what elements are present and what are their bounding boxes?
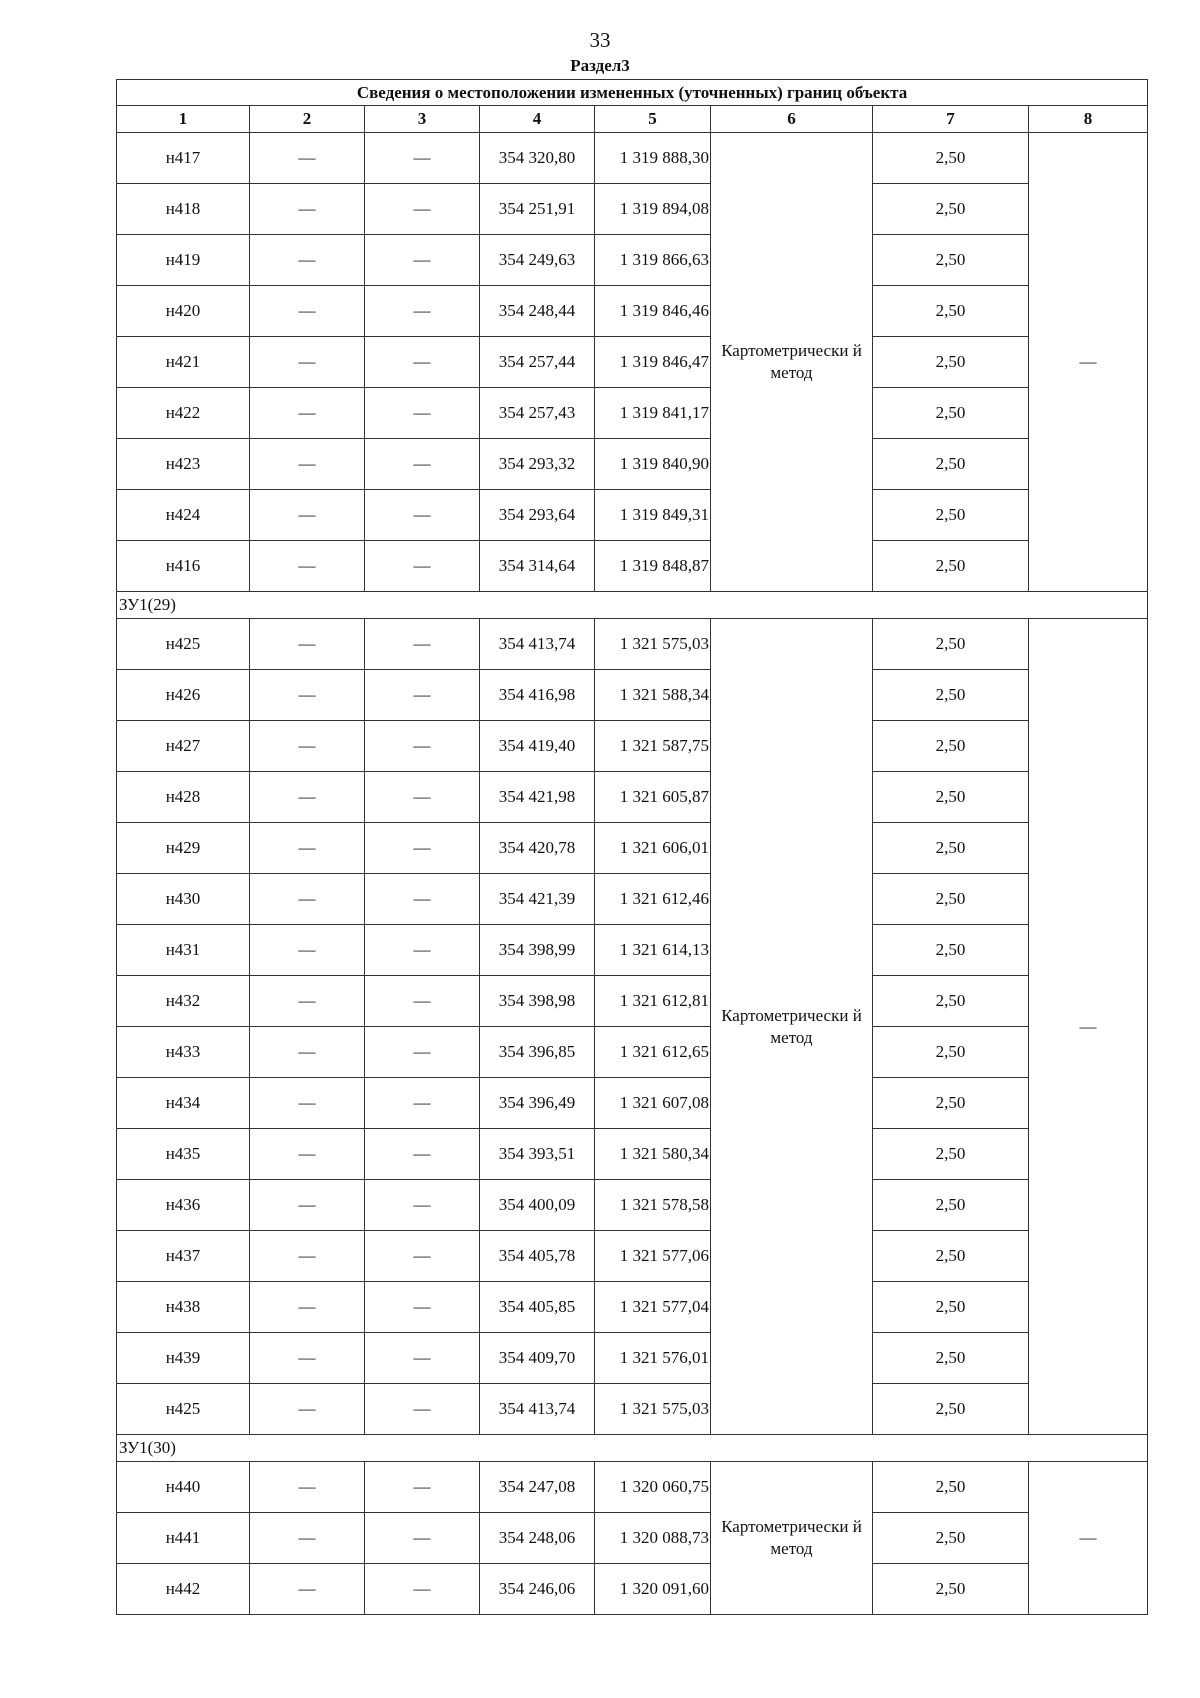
column-3-cell: —	[365, 439, 480, 490]
x-coordinate-cell: 354 293,64	[480, 490, 595, 541]
accuracy-cell: 2,50	[873, 133, 1029, 184]
column-number-2: 2	[250, 106, 365, 133]
table-row	[117, 133, 1148, 184]
method-cell: Картометрически й метод	[711, 1462, 873, 1615]
table-row	[117, 439, 1148, 490]
column-3-cell: —	[365, 670, 480, 721]
column-3-cell: —	[365, 925, 480, 976]
x-coordinate-cell: 354 421,98	[480, 772, 595, 823]
x-coordinate-cell: 354 413,74	[480, 1384, 595, 1435]
accuracy-cell: 2,50	[873, 286, 1029, 337]
point-name-cell: н419	[117, 235, 250, 286]
point-name-cell: н441	[117, 1513, 250, 1564]
column-2-cell: —	[250, 286, 365, 337]
column-3-cell: —	[365, 823, 480, 874]
point-name-cell: н430	[117, 874, 250, 925]
table-row	[117, 1027, 1148, 1078]
x-coordinate-cell: 354 314,64	[480, 541, 595, 592]
group-label: ЗУ1(30)	[117, 1435, 1148, 1462]
point-name-cell: н420	[117, 286, 250, 337]
x-coordinate-cell: 354 257,43	[480, 388, 595, 439]
y-coordinate-cell: 1 321 577,04	[595, 1282, 711, 1333]
x-coordinate-cell: 354 396,49	[480, 1078, 595, 1129]
column-2-cell: —	[250, 823, 365, 874]
point-name-cell: н421	[117, 337, 250, 388]
column-number-row	[117, 106, 1148, 133]
y-coordinate-cell: 1 321 578,58	[595, 1180, 711, 1231]
column-number-5: 5	[595, 106, 711, 133]
y-coordinate-cell: 1 321 576,01	[595, 1333, 711, 1384]
point-name-cell: н438	[117, 1282, 250, 1333]
column-2-cell: —	[250, 619, 365, 670]
table-row	[117, 823, 1148, 874]
accuracy-cell: 2,50	[873, 1462, 1029, 1513]
table-row	[117, 490, 1148, 541]
table-row	[117, 925, 1148, 976]
column-number-7: 7	[873, 106, 1029, 133]
x-coordinate-cell: 354 416,98	[480, 670, 595, 721]
accuracy-cell: 2,50	[873, 439, 1029, 490]
column-2-cell: —	[250, 490, 365, 541]
column-2-cell: —	[250, 1333, 365, 1384]
column-2-cell: —	[250, 1564, 365, 1615]
table-row	[117, 286, 1148, 337]
column-3-cell: —	[365, 1384, 480, 1435]
column-3-cell: —	[365, 1129, 480, 1180]
x-coordinate-cell: 354 421,39	[480, 874, 595, 925]
point-name-cell: н422	[117, 388, 250, 439]
table-row	[117, 1078, 1148, 1129]
column-2-cell: —	[250, 1078, 365, 1129]
y-coordinate-cell: 1 319 888,30	[595, 133, 711, 184]
point-name-cell: н425	[117, 1384, 250, 1435]
x-coordinate-cell: 354 246,06	[480, 1564, 595, 1615]
x-coordinate-cell: 354 393,51	[480, 1129, 595, 1180]
point-name-cell: н431	[117, 925, 250, 976]
column-2-cell: —	[250, 1282, 365, 1333]
y-coordinate-cell: 1 319 840,90	[595, 439, 711, 490]
point-name-cell: н426	[117, 670, 250, 721]
accuracy-cell: 2,50	[873, 1078, 1029, 1129]
table-row	[117, 721, 1148, 772]
point-name-cell: н424	[117, 490, 250, 541]
table-caption: Сведения о местоположении измененных (уточненных) границ объекта	[117, 80, 1148, 106]
point-name-cell: н433	[117, 1027, 250, 1078]
column-3-cell: —	[365, 1231, 480, 1282]
accuracy-cell: 2,50	[873, 490, 1029, 541]
accuracy-cell: 2,50	[873, 1513, 1029, 1564]
column-2-cell: —	[250, 1462, 365, 1513]
column-3-cell: —	[365, 1282, 480, 1333]
x-coordinate-cell: 354 396,85	[480, 1027, 595, 1078]
accuracy-cell: 2,50	[873, 1564, 1029, 1615]
column-3-cell: —	[365, 721, 480, 772]
column-3-cell: —	[365, 1333, 480, 1384]
x-coordinate-cell: 354 405,85	[480, 1282, 595, 1333]
table-row	[117, 874, 1148, 925]
column-3-cell: —	[365, 1564, 480, 1615]
x-coordinate-cell: 354 251,91	[480, 184, 595, 235]
column-3-cell: —	[365, 976, 480, 1027]
point-name-cell: н417	[117, 133, 250, 184]
y-coordinate-cell: 1 319 841,17	[595, 388, 711, 439]
y-coordinate-cell: 1 321 607,08	[595, 1078, 711, 1129]
table-row	[117, 1180, 1148, 1231]
y-coordinate-cell: 1 321 612,81	[595, 976, 711, 1027]
point-name-cell: н425	[117, 619, 250, 670]
table-row	[117, 1384, 1148, 1435]
table-row	[117, 235, 1148, 286]
column-3-cell: —	[365, 337, 480, 388]
column-number-6: 6	[711, 106, 873, 133]
column-3-cell: —	[365, 1513, 480, 1564]
column-3-cell: —	[365, 1027, 480, 1078]
column-3-cell: —	[365, 1462, 480, 1513]
accuracy-cell: 2,50	[873, 388, 1029, 439]
column-2-cell: —	[250, 925, 365, 976]
point-name-cell: н440	[117, 1462, 250, 1513]
group-label-row	[117, 592, 1148, 619]
point-name-cell: н432	[117, 976, 250, 1027]
x-coordinate-cell: 354 413,74	[480, 619, 595, 670]
point-name-cell: н435	[117, 1129, 250, 1180]
table-row	[117, 1282, 1148, 1333]
accuracy-cell: 2,50	[873, 976, 1029, 1027]
table-row	[117, 1129, 1148, 1180]
accuracy-cell: 2,50	[873, 619, 1029, 670]
column-3-cell: —	[365, 1078, 480, 1129]
table-row	[117, 772, 1148, 823]
column-3-cell: —	[365, 235, 480, 286]
column-3-cell: —	[365, 541, 480, 592]
column-2-cell: —	[250, 439, 365, 490]
table-row	[117, 1231, 1148, 1282]
column-number-1: 1	[117, 106, 250, 133]
group-label: ЗУ1(29)	[117, 592, 1148, 619]
column-3-cell: —	[365, 133, 480, 184]
y-coordinate-cell: 1 321 612,46	[595, 874, 711, 925]
column-8-cell: —	[1029, 619, 1148, 1435]
table-row	[117, 1513, 1148, 1564]
accuracy-cell: 2,50	[873, 925, 1029, 976]
accuracy-cell: 2,50	[873, 541, 1029, 592]
table-row	[117, 337, 1148, 388]
column-2-cell: —	[250, 1129, 365, 1180]
y-coordinate-cell: 1 320 091,60	[595, 1564, 711, 1615]
table-row	[117, 976, 1148, 1027]
x-coordinate-cell: 354 419,40	[480, 721, 595, 772]
y-coordinate-cell: 1 321 577,06	[595, 1231, 711, 1282]
y-coordinate-cell: 1 321 575,03	[595, 619, 711, 670]
column-3-cell: —	[365, 772, 480, 823]
accuracy-cell: 2,50	[873, 823, 1029, 874]
column-8-cell: —	[1029, 133, 1148, 592]
column-3-cell: —	[365, 388, 480, 439]
column-2-cell: —	[250, 235, 365, 286]
table-row	[117, 541, 1148, 592]
column-3-cell: —	[365, 490, 480, 541]
y-coordinate-cell: 1 321 606,01	[595, 823, 711, 874]
accuracy-cell: 2,50	[873, 874, 1029, 925]
x-coordinate-cell: 354 405,78	[480, 1231, 595, 1282]
accuracy-cell: 2,50	[873, 1384, 1029, 1435]
accuracy-cell: 2,50	[873, 337, 1029, 388]
point-name-cell: н439	[117, 1333, 250, 1384]
column-number-8: 8	[1029, 106, 1148, 133]
column-2-cell: —	[250, 1513, 365, 1564]
x-coordinate-cell: 354 248,44	[480, 286, 595, 337]
y-coordinate-cell: 1 319 848,87	[595, 541, 711, 592]
point-name-cell: н429	[117, 823, 250, 874]
accuracy-cell: 2,50	[873, 235, 1029, 286]
x-coordinate-cell: 354 420,78	[480, 823, 595, 874]
x-coordinate-cell: 354 409,70	[480, 1333, 595, 1384]
column-2-cell: —	[250, 772, 365, 823]
accuracy-cell: 2,50	[873, 772, 1029, 823]
boundary-coordinates-table	[116, 79, 1148, 1615]
y-coordinate-cell: 1 321 587,75	[595, 721, 711, 772]
table-row	[117, 1462, 1148, 1513]
column-number-4: 4	[480, 106, 595, 133]
y-coordinate-cell: 1 321 575,03	[595, 1384, 711, 1435]
column-2-cell: —	[250, 670, 365, 721]
x-coordinate-cell: 354 320,80	[480, 133, 595, 184]
column-2-cell: —	[250, 133, 365, 184]
column-8-cell: —	[1029, 1462, 1148, 1615]
point-name-cell: н437	[117, 1231, 250, 1282]
y-coordinate-cell: 1 319 846,46	[595, 286, 711, 337]
y-coordinate-cell: 1 319 846,47	[595, 337, 711, 388]
x-coordinate-cell: 354 248,06	[480, 1513, 595, 1564]
accuracy-cell: 2,50	[873, 1027, 1029, 1078]
column-3-cell: —	[365, 1180, 480, 1231]
point-name-cell: н428	[117, 772, 250, 823]
y-coordinate-cell: 1 319 894,08	[595, 184, 711, 235]
column-2-cell: —	[250, 1180, 365, 1231]
point-name-cell: н427	[117, 721, 250, 772]
point-name-cell: н434	[117, 1078, 250, 1129]
column-2-cell: —	[250, 1384, 365, 1435]
accuracy-cell: 2,50	[873, 1333, 1029, 1384]
point-name-cell: н418	[117, 184, 250, 235]
x-coordinate-cell: 354 398,98	[480, 976, 595, 1027]
point-name-cell: н436	[117, 1180, 250, 1231]
point-name-cell: н416	[117, 541, 250, 592]
column-3-cell: —	[365, 619, 480, 670]
column-2-cell: —	[250, 976, 365, 1027]
x-coordinate-cell: 354 400,09	[480, 1180, 595, 1231]
section-title: Раздел3	[570, 56, 630, 75]
y-coordinate-cell: 1 320 060,75	[595, 1462, 711, 1513]
column-3-cell: —	[365, 874, 480, 925]
column-2-cell: —	[250, 541, 365, 592]
column-2-cell: —	[250, 1027, 365, 1078]
accuracy-cell: 2,50	[873, 1180, 1029, 1231]
group-label-row	[117, 1435, 1148, 1462]
table-row	[117, 184, 1148, 235]
table-row	[117, 619, 1148, 670]
accuracy-cell: 2,50	[873, 670, 1029, 721]
column-2-cell: —	[250, 721, 365, 772]
accuracy-cell: 2,50	[873, 1129, 1029, 1180]
accuracy-cell: 2,50	[873, 721, 1029, 772]
x-coordinate-cell: 354 257,44	[480, 337, 595, 388]
column-2-cell: —	[250, 874, 365, 925]
y-coordinate-cell: 1 319 849,31	[595, 490, 711, 541]
column-3-cell: —	[365, 184, 480, 235]
column-2-cell: —	[250, 337, 365, 388]
column-number-3: 3	[365, 106, 480, 133]
y-coordinate-cell: 1 320 088,73	[595, 1513, 711, 1564]
y-coordinate-cell: 1 321 614,13	[595, 925, 711, 976]
y-coordinate-cell: 1 321 605,87	[595, 772, 711, 823]
x-coordinate-cell: 354 293,32	[480, 439, 595, 490]
column-2-cell: —	[250, 388, 365, 439]
accuracy-cell: 2,50	[873, 1282, 1029, 1333]
accuracy-cell: 2,50	[873, 1231, 1029, 1282]
y-coordinate-cell: 1 319 866,63	[595, 235, 711, 286]
point-name-cell: н442	[117, 1564, 250, 1615]
page-number: 33	[589, 28, 611, 52]
table-row	[117, 1333, 1148, 1384]
x-coordinate-cell: 354 247,08	[480, 1462, 595, 1513]
column-3-cell: —	[365, 286, 480, 337]
x-coordinate-cell: 354 398,99	[480, 925, 595, 976]
x-coordinate-cell: 354 249,63	[480, 235, 595, 286]
table-row	[117, 1564, 1148, 1615]
table-row	[117, 670, 1148, 721]
table-row	[117, 388, 1148, 439]
accuracy-cell: 2,50	[873, 184, 1029, 235]
column-2-cell: —	[250, 184, 365, 235]
point-name-cell: н423	[117, 439, 250, 490]
method-cell: Картометрически й метод	[711, 619, 873, 1435]
y-coordinate-cell: 1 321 580,34	[595, 1129, 711, 1180]
y-coordinate-cell: 1 321 612,65	[595, 1027, 711, 1078]
method-cell: Картометрически й метод	[711, 133, 873, 592]
y-coordinate-cell: 1 321 588,34	[595, 670, 711, 721]
column-2-cell: —	[250, 1231, 365, 1282]
